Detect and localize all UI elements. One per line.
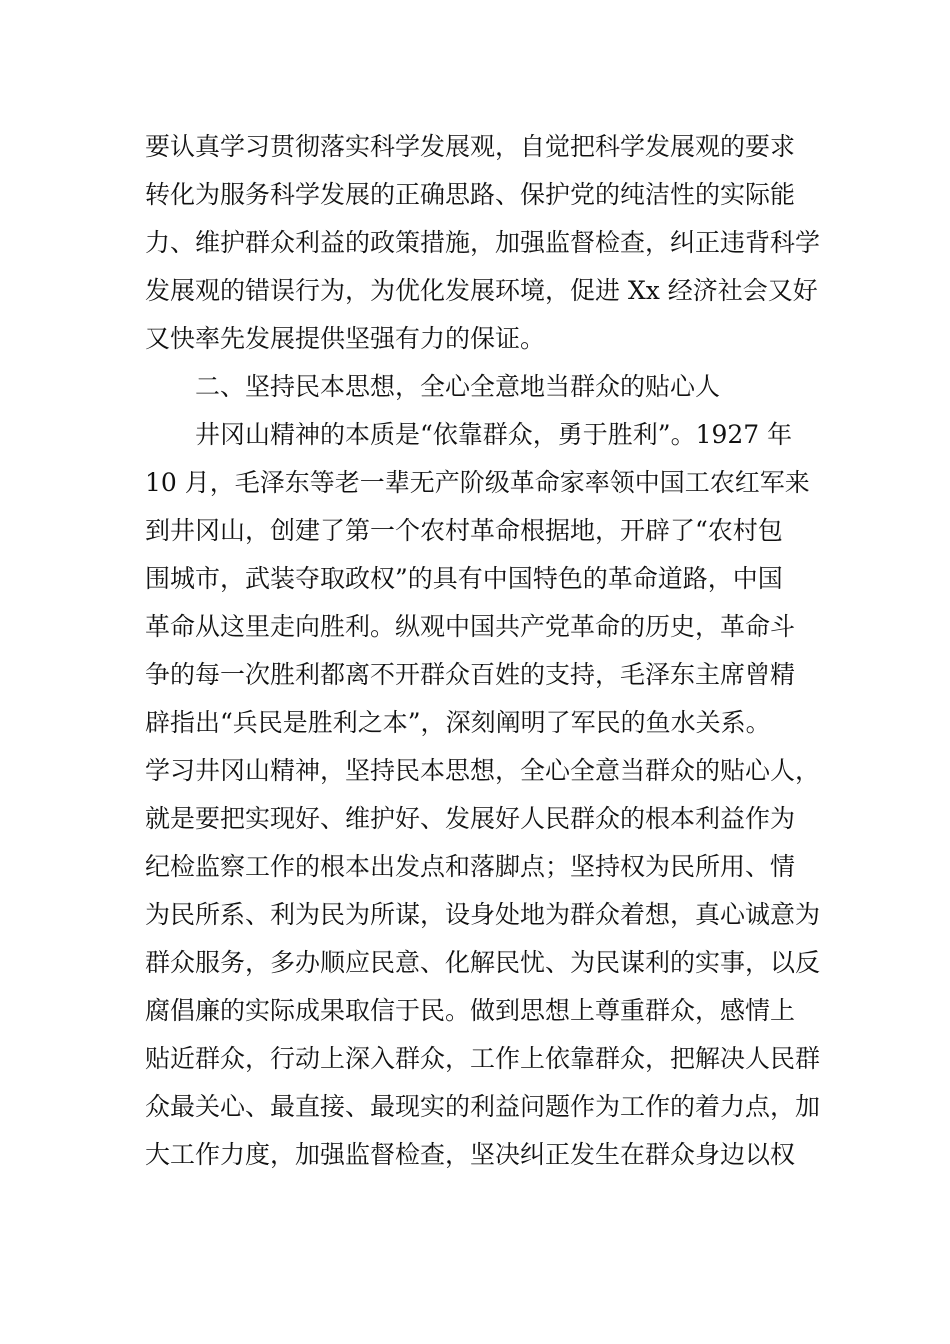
- text-line: 要认真学习贯彻落实科学发展观，自觉把科学发展观的要求: [145, 132, 796, 161]
- text-line: 围城市，武装夺取政权”的具有中国特色的革命道路，中国: [145, 564, 783, 593]
- text-line: 腐倡廉的实际成果取信于民。做到思想上尊重群众，感情上: [145, 996, 796, 1025]
- text-line: 贴近群众，行动上深入群众，工作上依靠群众，把解决人民群: [145, 1044, 821, 1073]
- text-line: 到井冈山，创建了第一个农村革命根据地，开辟了“农村包: [145, 516, 783, 545]
- text-line: 就是要把实现好、维护好、发展好人民群众的根本利益作为: [145, 804, 796, 833]
- text-line: 力、维护群众利益的政策措施，加强监督检查，纠正违背科学: [145, 228, 821, 257]
- text-line: 井冈山精神的本质是“依靠群众，勇于胜利”。1927 年: [195, 420, 793, 449]
- text-line: 大工作力度，加强监督检查，坚决纠正发生在群众身边以权: [145, 1140, 796, 1169]
- text-line: 又快率先发展提供坚强有力的保证。: [145, 324, 546, 353]
- text-line: 学习井冈山精神，坚持民本思想，全心全意当群众的贴心人，: [145, 756, 821, 785]
- text-line: 转化为服务科学发展的正确思路、保护党的纯洁性的实际能: [145, 180, 796, 209]
- text-line: 群众服务，多办顺应民意、化解民忧、为民谋利的实事，以反: [145, 948, 821, 977]
- document-body: [145, 123, 821, 1179]
- text-line: 10 月，毛泽东等老一辈无产阶级革命家率领中国工农红军来: [145, 468, 810, 497]
- text-line: 争的每一次胜利都离不开群众百姓的支持，毛泽东主席曾精: [145, 660, 796, 689]
- text-line: 众最关心、最直接、最现实的利益问题作为工作的着力点，加: [145, 1092, 821, 1121]
- text-line: 为民所系、利为民为所谋，设身处地为群众着想，真心诚意为: [145, 900, 821, 929]
- text-line: 辟指出“兵民是胜利之本”，深刻阐明了军民的鱼水关系。: [145, 708, 771, 737]
- text-line: 纪检监察工作的根本出发点和落脚点；坚持权为民所用、情: [145, 852, 796, 881]
- text-line: 革命从这里走向胜利。纵观中国共产党革命的历史，革命斗: [145, 612, 796, 641]
- text-line: 发展观的错误行为，为优化发展环境，促进 Xx 经济社会又好: [145, 276, 818, 305]
- section-heading: 二、坚持民本思想，全心全意地当群众的贴心人: [195, 372, 721, 401]
